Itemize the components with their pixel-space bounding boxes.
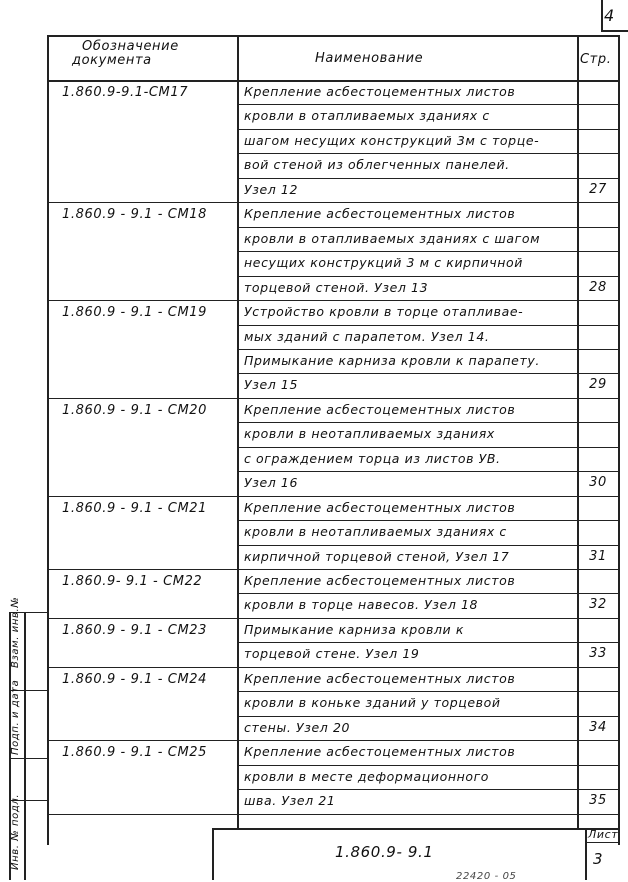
code-row-rule	[47, 202, 237, 203]
row-rule	[237, 545, 618, 546]
document-name-line: Крепление асбестоцементных листов	[244, 84, 516, 99]
document-name-line: Узел 12	[244, 181, 299, 197]
document-name-line: Узел 16	[244, 475, 299, 491]
row-rule	[237, 251, 618, 252]
page-number-cell: 30	[589, 475, 607, 491]
row-rule	[237, 593, 618, 594]
page-number-box-bottom	[601, 30, 628, 32]
page-number-cell: 28	[589, 279, 607, 295]
stamp-sheet-divider	[585, 828, 587, 880]
document-code: 1.860.9 - 9.1 - СМ23	[62, 622, 208, 638]
document-name-line: Узел 15	[244, 377, 299, 393]
page-number-cell: 34	[589, 719, 607, 735]
document-name-line: кровли в торце навесов. Узел 18	[244, 597, 479, 613]
document-name-line: Примыкание карниза кровли к парапету.	[244, 352, 540, 368]
row-rule	[237, 153, 618, 154]
row-rule	[237, 202, 618, 203]
header-page: Стр.	[580, 52, 612, 67]
row-rule	[237, 276, 618, 277]
document-name-line: мых зданий с парапетом. Узел 14.	[244, 328, 490, 344]
document-name-line: Крепление асбестоцементных листов	[244, 573, 516, 588]
document-code: 1.860.9-9.1-СМ17	[62, 85, 189, 100]
code-row-rule	[47, 398, 237, 399]
stamp-sheet-label: Лист	[588, 828, 619, 841]
document-code: 1.860.9 - 9.1 - СМ24	[62, 671, 208, 687]
row-rule	[237, 104, 618, 105]
page-number-cell: 29	[589, 377, 607, 393]
code-row-rule	[47, 814, 237, 815]
row-rule	[237, 349, 618, 350]
row-rule	[237, 642, 618, 643]
header-name: Наименование	[315, 51, 424, 66]
side-stamp-rule-2	[9, 758, 47, 759]
page-number-cell: 32	[589, 597, 607, 613]
document-name-line: Крепление асбестоцементных листов	[244, 499, 516, 515]
row-rule	[237, 789, 618, 790]
page-number: 4	[604, 6, 615, 25]
row-rule	[237, 422, 618, 423]
page-number-cell: 31	[589, 548, 607, 564]
side-label-original-inv: Инв. № подл.	[10, 793, 21, 870]
document-code: 1.860.9 - 9.1 - СМ18	[62, 207, 208, 223]
document-name-line: Крепление асбестоцементных листов	[244, 206, 516, 222]
row-rule	[237, 716, 618, 717]
header-bottom-border	[47, 80, 618, 82]
document-name-line: торцевой стене. Узел 19	[244, 646, 420, 662]
stamp-top-border	[212, 828, 618, 830]
row-rule	[237, 300, 618, 301]
stamp-sheet-number: 3	[593, 850, 604, 868]
document-name-line: несущих конструкций 3 м с кирпичной	[244, 255, 523, 271]
document-code: 1.860.9 - 9.1 - СМ19	[62, 305, 208, 321]
side-label-replacement-inv: Взам. инв.№	[10, 596, 21, 668]
document-name-line: стены. Узел 20	[244, 719, 351, 735]
page-number-cell: 35	[589, 793, 607, 809]
document-name-line: Крепление асбестоцементных листов	[244, 744, 516, 760]
row-rule	[237, 398, 618, 399]
document-name-line: кровли в неотапливаемых зданиях с	[244, 524, 507, 540]
row-rule	[237, 471, 618, 472]
document-name-line: Примыкание карниза кровли к	[244, 621, 464, 637]
document-name-line: Крепление асбестоцементных листов	[244, 670, 516, 686]
document-name-line: кирпичной торцевой стеной, Узел 17	[244, 548, 510, 564]
table-top-border	[47, 35, 618, 37]
table-right-border	[618, 35, 620, 845]
row-rule	[237, 667, 618, 668]
page-number-cell: 33	[589, 646, 607, 662]
document-name-line: кровли в отапливаемых зданиях с шагом	[244, 230, 541, 246]
row-rule	[237, 765, 618, 766]
row-rule	[237, 447, 618, 448]
header-designation-line1: Обозначение	[82, 39, 179, 54]
document-name-line: кровли в месте деформационного	[244, 768, 490, 784]
document-name-line: торцевой стеной. Узел 13	[244, 279, 429, 295]
document-name-line: кровли в неотапливаемых зданиях	[244, 426, 495, 442]
page-number-box-left	[601, 0, 603, 30]
row-rule	[237, 129, 618, 130]
row-rule	[237, 814, 618, 815]
document-name-line: шагом несущих конструкций 3м с торце-	[244, 132, 540, 148]
row-rule	[237, 618, 618, 619]
document-code: 1.860.9- 9.1 - СМ22	[62, 574, 203, 589]
document-name-line: Крепление асбестоцементных листов	[244, 401, 516, 417]
code-row-rule	[47, 740, 237, 741]
row-rule	[237, 227, 618, 228]
side-label-signature-date: Подп. и дата	[10, 679, 21, 755]
page-number-cell: 27	[589, 181, 607, 197]
document-name-line: с ограждением торца из листов УВ.	[244, 450, 501, 466]
row-rule	[237, 740, 618, 741]
stamp-sheet-rule	[585, 842, 618, 843]
document-name-line: кровли в отапливаемых зданиях с	[244, 108, 490, 124]
document-code: 1.860.9 - 9.1 - СМ25	[62, 745, 208, 761]
header-designation-line2: документа	[72, 53, 152, 68]
document-code: 1.860.9 - 9.1 - СМ20	[62, 402, 208, 418]
row-rule	[237, 325, 618, 326]
document-name-line: Устройство кровли в торце отапливае-	[244, 304, 524, 320]
row-rule	[237, 691, 618, 692]
row-rule	[237, 178, 618, 179]
stamp-document-code: 1.860.9- 9.1	[335, 843, 434, 861]
row-rule	[237, 373, 618, 374]
document-code: 1.860.9 - 9.1 - СМ21	[62, 500, 208, 516]
code-row-rule	[47, 667, 237, 668]
document-name-line: шва. Узел 21	[244, 793, 336, 809]
code-row-rule	[47, 618, 237, 619]
table-left-border	[47, 35, 49, 845]
code-row-rule	[47, 569, 237, 570]
document-name-line: кровли в коньке зданий у торцевой	[244, 695, 501, 711]
stamp-left-border	[212, 828, 214, 880]
document-name-line: вой стеной из облегченных панелей.	[244, 157, 510, 173]
code-row-rule	[47, 496, 237, 497]
row-rule	[237, 569, 618, 570]
row-rule	[237, 520, 618, 521]
bottom-note: 22420 - 05	[456, 871, 517, 882]
row-rule	[237, 496, 618, 497]
side-stamp-middle	[24, 612, 26, 880]
code-row-rule	[47, 300, 237, 301]
